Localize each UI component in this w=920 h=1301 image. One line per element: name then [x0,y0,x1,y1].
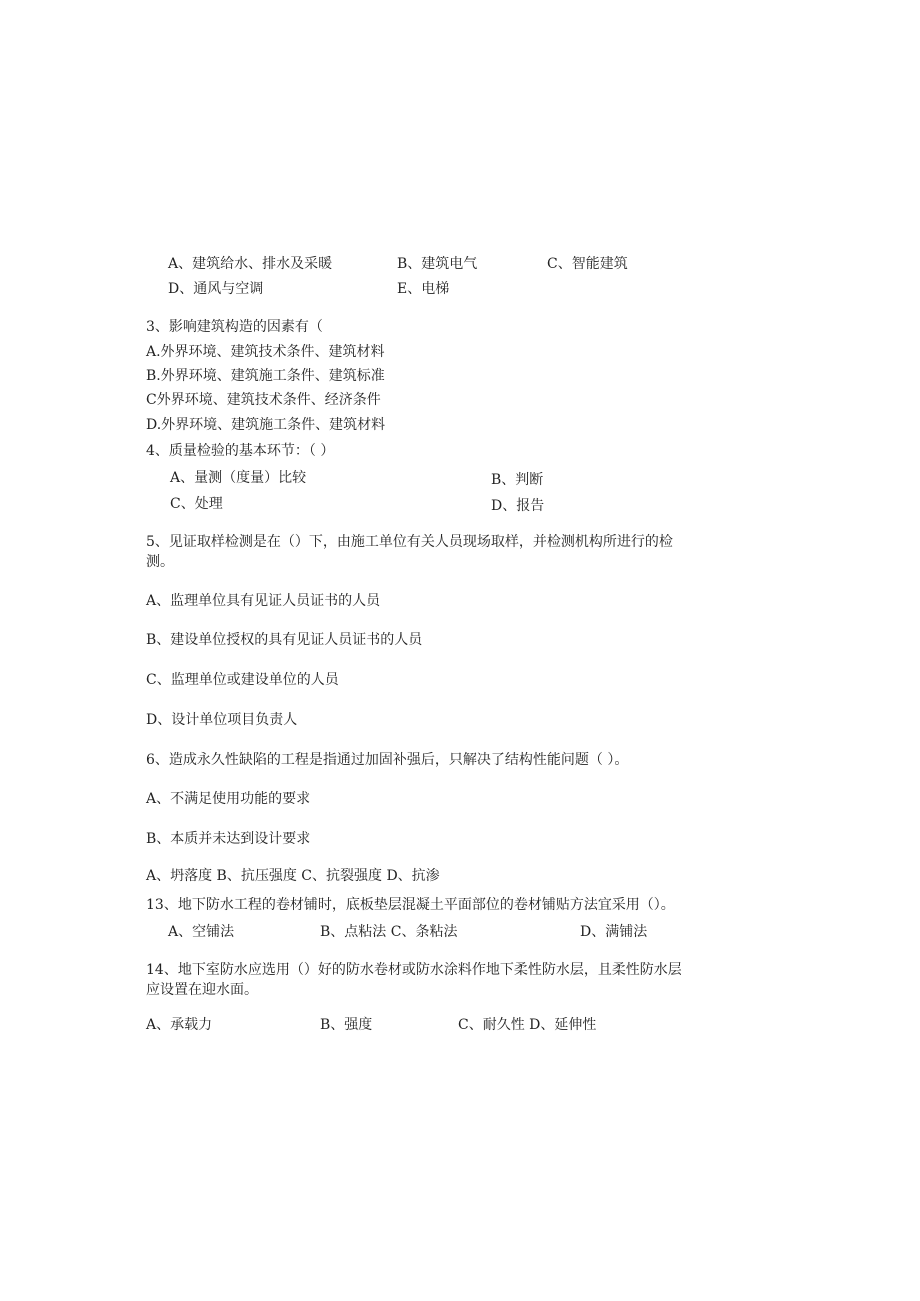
q13-option-d: D、满铺法 [580,924,648,940]
q14-option-b: B、强度 [320,1017,373,1033]
q4-option-d: D、报告 [491,498,545,514]
q-prev-option-b: B、建筑电气 [397,256,478,272]
q13-option-a: A、空铺法 [168,924,235,940]
q14-stem-line2: 应设置在迎水面。 [146,982,258,998]
q-prev-option-c: C、智能建筑 [547,256,628,272]
q4-option-c: C、处理 [170,496,223,512]
q4-option-b: B、判断 [491,472,544,488]
q3-option-c: C外界环境、建筑技术条件、经济条件 [146,392,381,408]
q-prev-option-a: A、建筑给水、排水及采暖 [168,256,333,272]
q3-option-a: A.外界环境、建筑技术条件、建筑材料 [146,344,385,360]
q14-stem-line1: 14、地下室防水应选用（）好的防水卷材或防水涂料作地下柔性防水层，且柔性防水层 [146,962,682,978]
q5-option-d: D、设计单位项目负责人 [146,712,298,728]
q3-stem: 3、影响建筑构造的因素有（ [146,319,323,335]
q5-option-b: B、建设单位授权的具有见证人员证书的人员 [146,632,423,648]
q3-option-d: D.外界环境、建筑施工条件、建筑材料 [146,417,386,433]
q5-stem-line2: 测。 [146,554,174,570]
orphan-options-line: A、坍落度 B、抗压强度 C、抗裂强度 D、抗渗 [146,868,440,884]
q5-stem-line1: 5、见证取样检测是在（）下，由施工单位有关人员现场取样，并检测机构所进行的检 [146,534,673,550]
q14-option-cd: C、耐久性 D、延伸性 [458,1017,597,1033]
q5-option-c: C、监理单位或建设单位的人员 [146,672,339,688]
q3-option-b: B.外界环境、建筑施工条件、建筑标准 [146,368,385,384]
q4-option-a: A、量测（度量）比较 [170,470,307,486]
q5-option-a: A、监理单位具有见证人员证书的人员 [146,593,381,609]
q6-option-b: B、本质并未达到设计要求 [146,831,311,847]
q13-option-bc: B、点粘法 C、条粘法 [320,924,458,940]
q-prev-option-d: D、通风与空调 [168,281,264,297]
q14-option-a: A、承载力 [146,1017,213,1033]
q-prev-option-e: E、电梯 [397,281,450,297]
q13-stem: 13、地下防水工程的卷材铺时，底板垫层混凝土平面部位的卷材铺贴方法宜采用（）。 [146,897,675,913]
q4-stem: 4、质量检验的基本环节：（ ） [146,443,335,459]
q6-stem: 6、造成永久性缺陷的工程是指通过加固补强后，只解决了结构性能问题（ ）。 [146,752,629,768]
q6-option-a: A、不满足使用功能的要求 [146,791,311,807]
